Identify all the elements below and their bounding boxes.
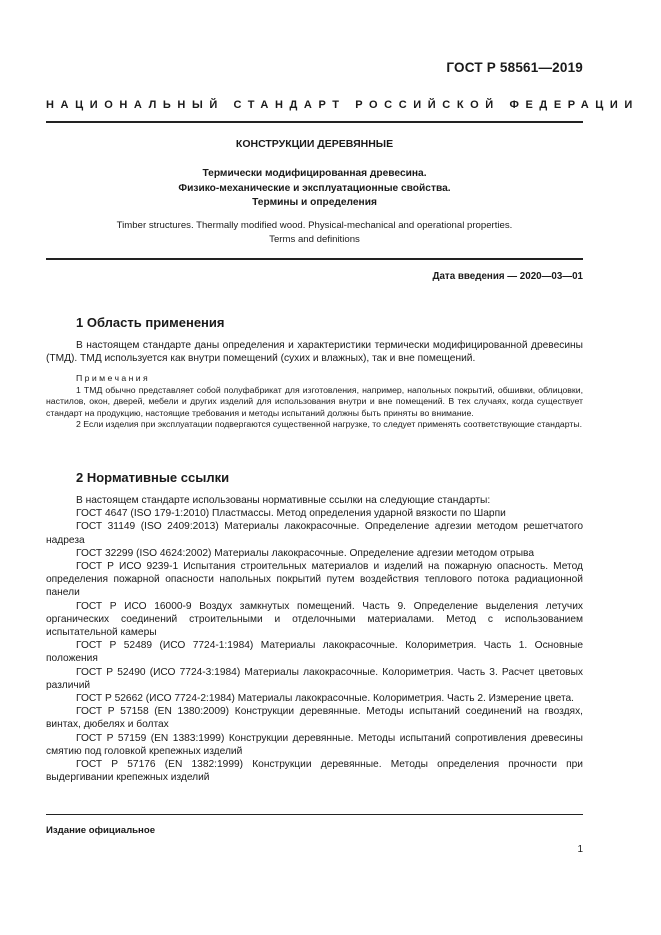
english-title-line-1: Timber structures. Thermally modified wood. Physical-mechanical and operational properties. [116, 220, 513, 231]
reference-item: ГОСТ Р ИСО 9239-1 Испытания строительных материалов и изделий на пожарную опасность. Метод определения пожарной опасности напольных покрытий путем воздействия теплового потока радиационной панели [46, 561, 583, 599]
section-2-intro: В настоящем стандарте использованы нормативные ссылки на следующие стандарты: [76, 495, 491, 506]
page-number: 1 [577, 844, 583, 855]
subtitle-line-3: Термины и определения [252, 197, 377, 208]
english-title [46, 219, 583, 246]
official-edition-label: Издание официальное [46, 825, 156, 836]
section-1-notes [46, 373, 583, 431]
footer-divider [46, 814, 583, 815]
reference-item: ГОСТ Р ИСО 16000-9 Воздух замкнутых помещений. Часть 9. Определение выделения летучих органических соединений строительными и отделочными материалами. Метод с использованием испытательной камеры [46, 600, 583, 639]
note-1: 1 ТМД обычно представляет собой полуфабрикат для изготовления, например, напольных покрытий, обшивки, облицовки, настилов, окон, дверей, мебели и других изделий для использования внутри и вне помещений. В тех случаях, когда существует стандарт на продукцию, настоящие требования и методы испытаний должны быть приняты во внимание. [46, 384, 583, 418]
subtitle-line-2: Физико-механические и эксплуатационные свойства. [178, 182, 451, 194]
reference-item: ГОСТ Р 57158 (EN 1380:2009) Конструкции деревянные. Методы испытаний соединений на гвоздях, винтах, дюбелях и болтах [46, 706, 583, 731]
document-code: ГОСТ Р 58561—2019 [446, 60, 583, 75]
reference-item: ГОСТ 32299 (ISO 4624:2002) Материалы лакокрасочные. Определение адгезии методом отрыва [76, 547, 534, 559]
document-title: КОНСТРУКЦИИ ДЕРЕВЯННЫЕ [235, 138, 394, 150]
note-2: 2 Если изделия при эксплуатации подвергаются существенной нагрузке, то следует применять соответствующие стандарты. [76, 419, 583, 430]
section-1-paragraph: В настоящем стандарте даны определения и характеристики термически модифицированной древесины (ТМД). ТМД используется как внутри помещений (сухих и влажных), так и вне помещений. [46, 340, 583, 365]
reference-item: ГОСТ Р 57176 (EN 1382:1999) Конструкции деревянные. Методы определения прочности при выдергивании крепежных изделий [46, 759, 583, 784]
top-divider [46, 121, 583, 123]
section-2-heading: 2 Нормативные ссылки [76, 470, 230, 485]
section-1-body [46, 339, 583, 365]
subtitle-line-1: Термически модифицированная древесина. [202, 168, 427, 179]
section-2-body [46, 494, 583, 784]
english-title-line-2: Terms and definitions [269, 233, 360, 245]
standard-line: НАЦИОНАЛЬНЫЙ СТАНДАРТ РОССИЙСКОЙ ФЕДЕРАЦИИ [46, 99, 639, 111]
document-subtitle [46, 167, 583, 211]
reference-item: ГОСТ 31149 (ISO 2409:2013) Материалы лакокрасочные. Определение адгезии методом решетчатого надреза [46, 521, 583, 546]
reference-item: ГОСТ Р 52662 (ИСО 7724-2:1984) Материалы лакокрасочные. Колориметрия. Часть 2. Измерение цвета. [76, 693, 574, 705]
notes-heading: Примечания [76, 373, 151, 383]
reference-item: ГОСТ Р 52490 (ИСО 7724-3:1984) Материалы лакокрасочные. Колориметрия. Часть 3. Расчет цветовых различий [46, 666, 583, 691]
title-divider [46, 258, 583, 260]
reference-item: ГОСТ Р 57159 (EN 1383:1999) Конструкции деревянные. Методы испытаний сопротивления древесины смятию под головкой крепежных изделий [46, 732, 583, 757]
reference-item: ГОСТ Р 52489 (ИСО 7724-1:1984) Материалы лакокрасочные. Колориметрия. Часть 1. Основные положения [46, 640, 583, 665]
reference-item: ГОСТ 4647 (ISO 179-1:2010) Пластмассы. Метод определения ударной вязкости по Шарпи [76, 508, 506, 520]
introduction-date: Дата введения — 2020—03—01 [432, 271, 583, 282]
section-1-heading: 1 Область применения [76, 315, 225, 330]
